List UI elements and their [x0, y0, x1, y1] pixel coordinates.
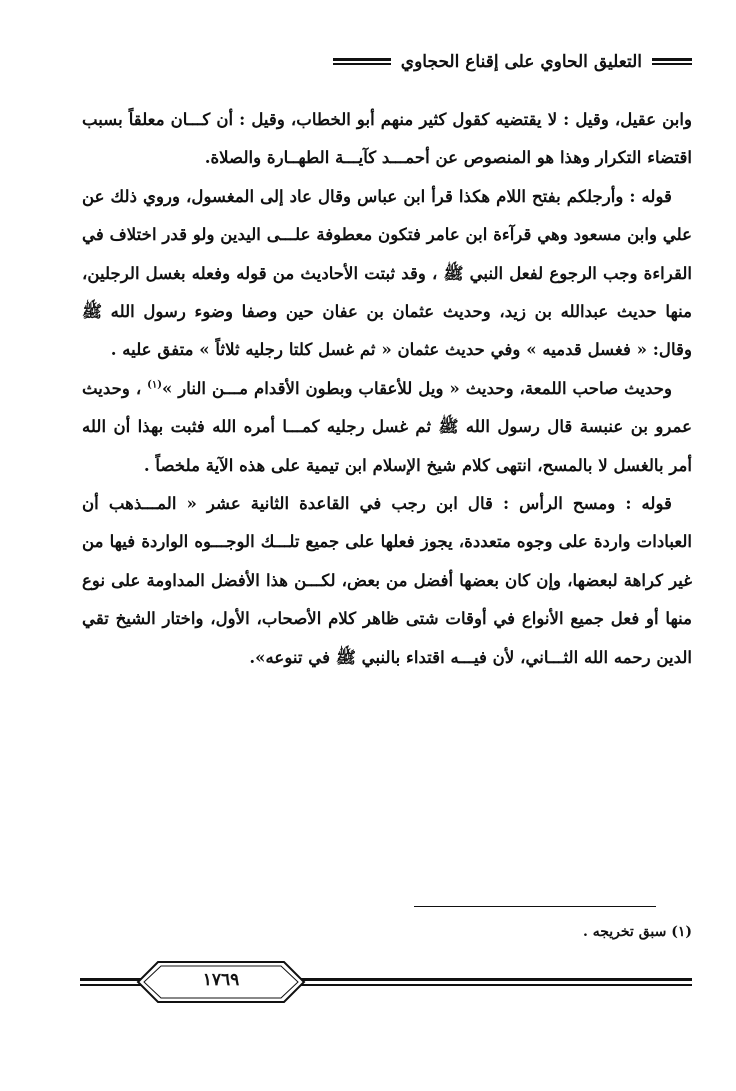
main-text	[82, 100, 692, 676]
paragraph-1: وابن عقيل، وقيل : لا يقتضيه كقول كثير منهم أبو الخطاب، وقيل : أن كـــان معلقاً بسبب اقتضاء التكرار وهذا هو المنصوص عن أحمـــد كآيـــة الطهــارة والصلاة.	[82, 109, 692, 168]
footnote-number: (١)	[671, 924, 692, 940]
footnote-divider	[414, 906, 656, 907]
footnote-reference[interactable]: (١)	[147, 379, 162, 391]
paragraph-3-part-1: وحديث صاحب اللمعة، وحديث « ويل للأعقاب وبطون الأقدام مـــن النار »	[161, 377, 672, 398]
paragraph-4: قوله : ومسح الرأس : قال ابن رجب في القاعدة الثانية عشر « المـــذهب أن العبادات واردة على وجوه متعددة، يجوز فعلها على جميع تلـــك الوجـــوه الواردة فيها من غير كراهة لبعضها، وإن كان بعضها أفضل من بعض، لكـــن هذا الأفضل المداومة على نوع منها أو فعل جميع الأنواع في أوقات شتى ظاهر كلام الأصحاب، الأول، واختار الشيخ تقي الدين رحمه الله الثـــاني، لأن فيـــه اقتداء بالنبي ﷺ في تنوعه».	[82, 493, 692, 667]
paragraph-3	[82, 369, 692, 484]
paragraph-3-part-2: ، وحديث عمرو بن عنبسة قال رسول الله ﷺ ثم غسل رجليه كمـــا أمره الله فثبت بهذا أن الله أمر بالغسل لا بالمسح، انتهى كلام شيخ الإسلام ابن تيمية على هذه الآية ملخصاً .	[82, 377, 692, 475]
page-footer	[80, 960, 692, 1006]
page-number: ١٧٦٩	[202, 970, 240, 990]
footnote-text: سبق تخريجه .	[582, 924, 667, 940]
book-title: التعليق الحاوي على إقناع الحجاوي	[400, 52, 642, 72]
header-rule-right	[652, 58, 692, 66]
page-number-badge	[136, 960, 306, 1004]
header-rule-left	[333, 58, 391, 66]
footnote	[82, 924, 692, 940]
running-header	[80, 40, 692, 84]
paragraph-2: قوله : وأرجلكم بفتح اللام هكذا قرأ ابن عباس وقال عاد إلى المغسول، وروي ذلك عن علي وابن مسعود وهي قرآءة ابن عامر فتكون معطوفة علـــى اليدين ولو قدر اختلاف في القراءة وجب الرجوع لفعل النبي ﷺ ، وقد ثبتت الأحاديث من قوله وفعله بغسل الرجلين، منها حديث عبدالله بن زيد، وحديث عثمان بن عفان حين وصفا وضوء رسول الله ﷺ وقال: « فغسل قدميه » وفي حديث عثمان « ثم غسل كلتا رجليه ثلاثاً » متفق عليه .	[82, 185, 692, 360]
